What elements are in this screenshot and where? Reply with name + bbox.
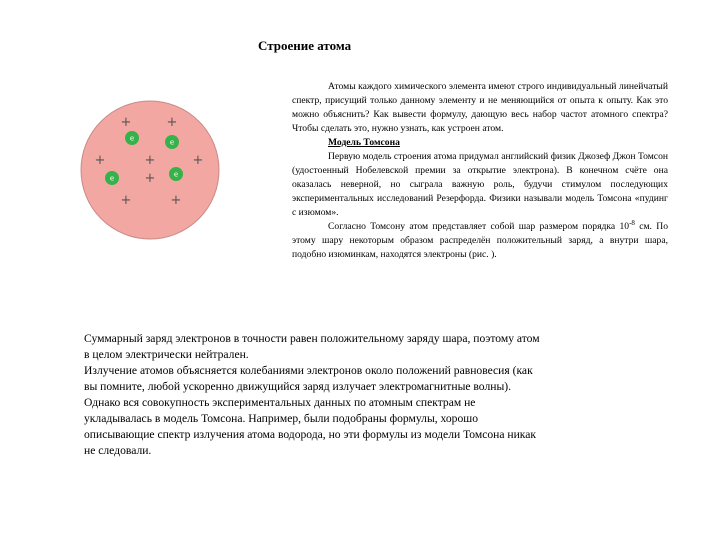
positive-charge: + [120,115,132,130]
article-column [292,80,668,262]
paragraph-thomson-description [292,220,668,262]
bottom-text-block [84,331,644,459]
positive-charge: + [170,193,182,208]
positive-charge: + [144,171,156,186]
paragraph-thomson-history: Первую модель строения атома придумал английский физик Джозеф Джон Томсон (удостоенный Нобелевской премии за открытие электрона). В конечном счёте она оказалась неверной, но сыграла важную роль, будучи стимулом последующих экспериментальных исследований Резерфорда. Физики называли модель Томсона «пудинг с изюмом». [292,151,668,218]
text-fragment: Согласно Томсону атом представляет собой шар размером порядка 10 [328,221,630,232]
exponent: -8 [629,218,635,227]
text-line: Суммарный заряд электронов в точности равен положительному заряду шара, поэтому атом [84,332,540,345]
text-fragment: см. По этому шару некоторым образом распределён положительный заряд, а внутри шара, подобно изюминкам, находятся электроны (рис. ). [292,221,668,260]
text-line: не следовали. [84,444,152,457]
text-line: описывающие спектр излучения атома водорода, но эти формулы из модели Томсона никак [84,428,537,441]
section-heading-thomson-model: Модель Томсона [328,137,400,148]
positive-charge: + [166,115,178,130]
text-line: в целом электрически нейтрален. [84,348,249,361]
text-line: Однако вся совокупность экспериментальных данных по атомным спектрам не [84,396,476,409]
positive-charge: + [144,153,156,168]
positive-charge: + [94,153,106,168]
text-line: укладывалась в модель Томсона. Например, были подобраны формулы, хорошо [84,412,478,425]
page-title: Строение атома [258,38,352,53]
electron-label: e [173,170,179,179]
electron-label: e [129,134,135,143]
atom-sphere [81,101,219,239]
paragraph-spectra: Атомы каждого химического элемента имеют строго индивидуальный линейчатый спектр, присущий только данному элементу и не меняющийся от опыта к опыту. Как это можно объяснить? Как вывести формулу, дающую весь набор частот атомного спектра? Чтобы сделать это, нужно узнать, как устроен атом. [292,81,668,134]
positive-charge: + [192,153,204,168]
text-line: Излучение атомов объясняется колебаниями электронов около положений равновесия (как [84,364,533,377]
positive-charge: + [120,193,132,208]
electron-label: e [109,174,115,183]
thomson-atom-diagram [80,100,220,240]
electron-label: e [169,138,175,147]
text-line: вы помните, любой ускоренно движущийся заряд излучает электромагнитные волны). [84,380,511,393]
